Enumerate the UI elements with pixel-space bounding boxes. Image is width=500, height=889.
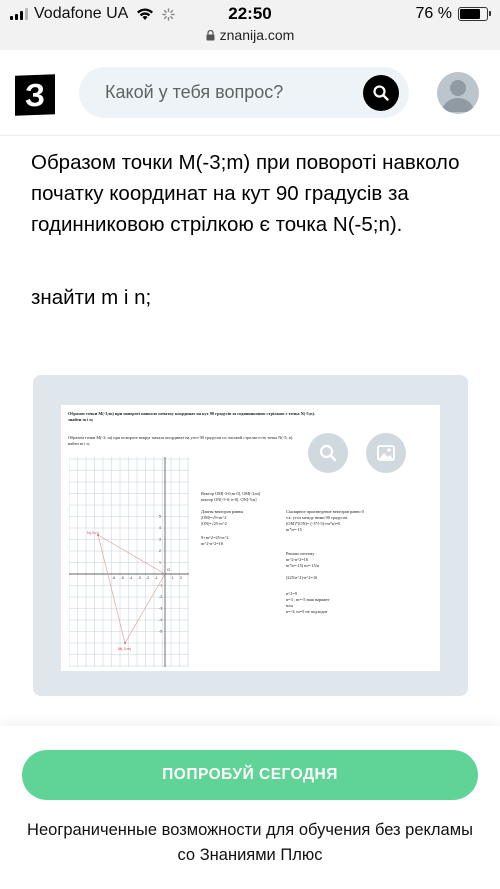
promo-panel [0, 726, 500, 889]
point-m-label: M(-3;m) [118, 647, 132, 651]
note-line: Скалярное произведение векторов равно 0 [286, 509, 364, 514]
search-bar[interactable] [79, 67, 409, 118]
image-icon [377, 445, 395, 461]
note-line: n^2=9 [286, 591, 297, 596]
x-tick-label: -3 [137, 576, 141, 580]
clock: 22:50 [228, 4, 272, 23]
y-tick-label: 3 [159, 537, 161, 542]
note-line: Длины векторов равны [201, 509, 244, 514]
point-n-label: N(-5;n) [87, 531, 99, 535]
y-tick-label: 4 [159, 526, 161, 531]
note-line: m*n=-15 [286, 527, 302, 532]
y-tick-label: -4 [159, 618, 163, 623]
battery-percent: 76 % [415, 5, 452, 22]
try-today-button[interactable]: ПОПРОБУЙ СЕГОДНЯ [22, 750, 478, 800]
lock-icon [206, 30, 215, 41]
site-logo[interactable]: З [15, 74, 55, 115]
x-tick-label: -1 [154, 576, 158, 580]
y-tick-label: -5 [159, 629, 163, 634]
attachment-title-1: Образом точки M(-3;m) при повороті навколо початку координат на кут 90 градусів за годинниковою стрілкою є точка N(-5;n). [68, 411, 316, 416]
question-task: знайти m і n; [31, 286, 152, 309]
note-line: m^2-n^2=16 [201, 541, 223, 546]
x-tick-label: -2 [146, 576, 150, 580]
note-line: |ON|=√25+n^2 [201, 521, 227, 526]
y-tick-label: 1 [159, 560, 161, 565]
promo-text: Неограниченные возможности для обучения без рекламы со Знаниями Плюс [27, 821, 473, 864]
note-line: вектор ON[-5-0; n-0], ON[-5;n] [201, 497, 257, 502]
x-tick-label: -5 [120, 576, 124, 580]
x-tick-label: 1 [171, 576, 174, 580]
origin-label: O [167, 567, 171, 572]
x-tick-label: -6 [112, 576, 116, 580]
carrier-name: Vodafone UA [34, 5, 129, 22]
attachment-card[interactable] [33, 375, 468, 696]
note-line: n=-3; m=5 не подходит [286, 609, 328, 614]
attachment-title-2: знайти m i n; [68, 417, 94, 422]
attachment-sub-1: Образом точки M(-3; m) при повороте вокруг начала координат на угол 90 градусов по часовой стрелке есть точка N(-5; n). [68, 435, 294, 440]
y-tick-label: -1 [159, 583, 163, 588]
x-tick-label: 2 [180, 576, 182, 580]
note-line: m^2-n^2=16 [286, 557, 308, 562]
avatar-icon[interactable] [437, 72, 479, 114]
note-line: m*n=-15) m=-15/n [286, 563, 320, 568]
question-text: Образом точки M(-3;m) при повороті навколо початку координат на кут 90 градусів за годинниковою стрілкою є точка N(-5;n). [31, 151, 460, 236]
y-tick-label: -2 [159, 595, 163, 600]
zoom-button[interactable] [308, 433, 348, 473]
y-tick-label: -3 [159, 606, 163, 611]
note-line: Решим систему [286, 551, 315, 556]
x-tick-label: -4 [129, 576, 133, 580]
view-image-button[interactable] [366, 433, 406, 473]
search-input[interactable]: Какой у тебя вопрос? [105, 82, 284, 102]
status-bar [0, 0, 500, 50]
y-tick-label: 5 [159, 514, 161, 519]
page-url: znanija.com [219, 27, 295, 43]
y-tick-label: 2 [159, 549, 161, 554]
note-line: или [286, 603, 293, 608]
address-bar[interactable] [0, 27, 500, 43]
status-right [416, 5, 488, 23]
note-line: Вектор OM[-3-0;m-0], OM[-3;m] [201, 491, 261, 496]
search-button[interactable] [363, 75, 399, 111]
note-line: |OM|=√9+m^2 [201, 515, 227, 520]
search-icon [372, 84, 390, 102]
coordinate-grid [69, 457, 189, 667]
note-line: n=3 ; m=-5 наш вариант [286, 597, 330, 602]
note-line: (225/n^2)-n^2=16 [286, 575, 318, 580]
site-header [0, 50, 500, 136]
zoom-icon [318, 443, 338, 463]
attachment-sub-2: найти m i n; [68, 441, 90, 446]
battery-icon [458, 7, 488, 21]
note-line: 9+m^2=25+n^2 [201, 535, 229, 540]
note-line: т.к. угол между ними 90 градусов [286, 515, 348, 520]
note-line: (OM)*(ON)= (-3*(-5)+m*n)=0 [286, 521, 341, 526]
